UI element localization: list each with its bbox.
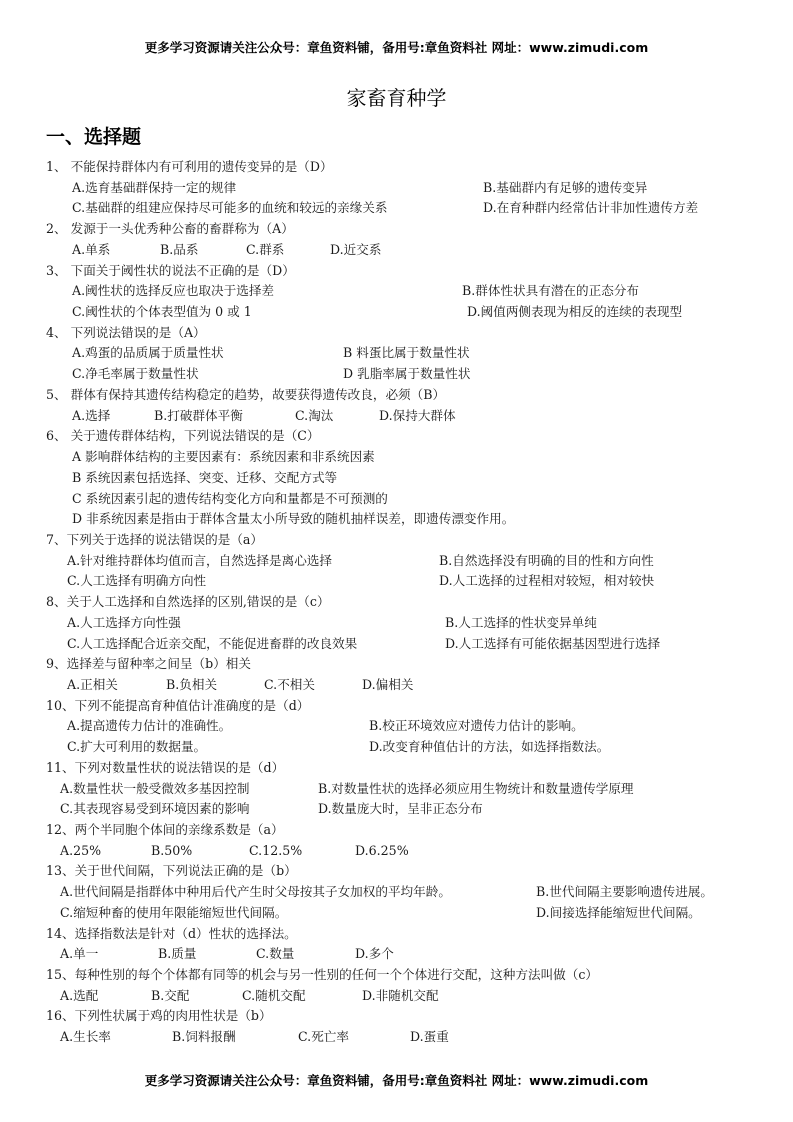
option-b: B.校正环境效应对遗传力估计的影响。 (369, 718, 584, 734)
question-stem: 3、 下面关于阈性状的说法不正确的是（D） (46, 262, 295, 278)
question-1 (0, 157, 793, 219)
option-c: C.淘汰 (295, 407, 334, 423)
option-a: A.单一 (60, 946, 99, 962)
question-10 (0, 696, 793, 758)
question-8 (0, 592, 793, 654)
question-stem: 4、 下列说法错误的是（A） (46, 324, 206, 340)
option-a: A.数量性状一般受微效多基因控制 (60, 780, 250, 796)
option-c: C.阈性状的个体表型值为 0 或 1 (72, 304, 252, 320)
option-d: D 非系统因素是指由于群体含量太小所导致的随机抽样误差，即遗传漂变作用。 (72, 511, 515, 527)
option-b: B 系统因素包括选择、突变、迁移、交配方式等 (72, 469, 338, 485)
option-c: C.基础群的组建应保持尽可能多的血统和较远的亲缘关系 (72, 200, 388, 216)
question-11 (0, 758, 793, 820)
option-a: A.针对维持群体均值而言，自然选择是离心选择 (67, 552, 332, 568)
option-a: A.人工选择方向性强 (67, 614, 181, 630)
question-9 (0, 654, 793, 695)
option-a: A.鸡蛋的品质属于质量性状 (72, 345, 224, 361)
question-stem: 13、关于世代间隔，下列说法正确的是（b） (46, 863, 297, 879)
option-b: B.交配 (151, 987, 190, 1003)
question-stem: 14、选择指数法是针对（d）性状的选择法。 (46, 925, 297, 941)
option-d: D.6.25% (355, 842, 409, 858)
option-b: B.质量 (158, 946, 197, 962)
document-title: 家畜育种学 (346, 86, 447, 110)
option-b: B.负相关 (166, 676, 218, 692)
option-b: B.打破群体平衡 (154, 407, 243, 423)
question-stem: 11、下列对数量性状的说法错误的是（d） (46, 759, 285, 775)
option-a: A.生长率 (60, 1029, 111, 1045)
question-7 (0, 530, 793, 592)
option-b: B.50% (151, 842, 193, 858)
question-list (0, 157, 793, 1048)
section-heading: 一、选择题 (46, 126, 142, 148)
question-12 (0, 820, 793, 861)
option-a: A.提高遗传力估计的准确性。 (67, 718, 232, 734)
option-c: C.人工选择配合近亲交配，不能促进畜群的改良效果 (67, 635, 358, 651)
question-3 (0, 261, 793, 323)
option-d: D.蛋重 (410, 1029, 449, 1045)
question-stem: 10、下列不能提高育种值估计准确度的是（d） (46, 697, 310, 713)
option-c: C.缩短种畜的使用年限能缩短世代间隔。 (60, 904, 288, 920)
question-4 (0, 323, 793, 385)
question-2 (0, 219, 793, 260)
option-a: A.选择 (72, 407, 111, 423)
option-d: D.间接选择能缩短世代间隔。 (536, 904, 701, 920)
option-a: A 影响群体结构的主要因素有：系统因素和非系统因素 (72, 449, 375, 465)
option-a: A.正相关 (67, 676, 118, 692)
option-a: A.25% (60, 842, 102, 858)
option-c: C.扩大可利用的数据量。 (67, 739, 207, 755)
question-6 (0, 426, 793, 530)
option-c: C.12.5% (249, 842, 303, 858)
option-d: D.阈值两侧表现为相反的连续的表现型 (467, 304, 683, 320)
option-b: B.人工选择的性状变异单纯 (445, 614, 597, 630)
question-16 (0, 1006, 793, 1047)
option-b: B.世代间隔主要影响遗传进展。 (536, 884, 713, 900)
option-c: C.群系 (246, 241, 285, 257)
option-a: A.阈性状的选择反应也取决于选择差 (72, 283, 275, 299)
option-d: D 乳脂率属于数量性状 (343, 366, 471, 382)
option-b: B.基础群内有足够的遗传变异 (483, 179, 648, 195)
option-c: C.数量 (256, 946, 295, 962)
option-b: B 料蛋比属于数量性状 (343, 345, 470, 361)
option-b: B.自然选择没有明确的目的性和方向性 (439, 552, 654, 568)
question-stem: 16、下列性状属于鸡的肉用性状是（b） (46, 1008, 272, 1024)
option-b: B.品系 (160, 241, 199, 257)
option-c: C.死亡率 (298, 1029, 349, 1045)
question-stem: 15、每种性别的每个个体都有同等的机会与另一性别的任何一个个体进行交配，这种方法叫做（c） (46, 967, 599, 983)
option-d: D.保持大群体 (379, 407, 456, 423)
option-d: D.偏相关 (362, 676, 414, 692)
question-stem: 7、下列关于选择的说法错误的是（a） (46, 531, 264, 547)
option-d: D.人工选择的过程相对较短，相对较快 (439, 573, 655, 589)
question-13 (0, 861, 793, 923)
option-d: D.多个 (355, 946, 394, 962)
option-b: B.饲料报酬 (172, 1029, 236, 1045)
option-d: D.人工选择有可能依据基因型进行选择 (445, 635, 661, 651)
option-c: C.人工选择有明确方向性 (67, 573, 207, 589)
question-stem: 8、关于人工选择和自然选择的区别,错误的是（c） (46, 594, 330, 610)
header-banner: 更多学习资源请关注公众号：章鱼资料铺，备用号:章鱼资料社 网址：www.zimudi.com (144, 40, 649, 55)
footer-banner: 更多学习资源请关注公众号：章鱼资料铺，备用号:章鱼资料社 网址：www.zimudi.com (144, 1073, 649, 1088)
option-a: A.选配 (60, 987, 99, 1003)
question-15 (0, 965, 793, 1006)
option-d: D.数量庞大时，呈非正态分布 (318, 801, 483, 817)
option-a: A.单系 (72, 241, 111, 257)
option-d: D.非随机交配 (362, 987, 439, 1003)
option-c: C.随机交配 (242, 987, 306, 1003)
option-b: B.对数量性状的选择必须应用生物统计和数量遗传学原理 (318, 780, 634, 796)
option-c: C.其表现容易受到环境因素的影响 (60, 801, 250, 817)
option-c: C.不相关 (264, 676, 315, 692)
question-stem: 12、两个半同胞个体间的亲缘系数是（a） (46, 822, 284, 837)
option-d: D.改变育种值估计的方法，如选择指数法。 (369, 739, 610, 755)
option-a: A.选育基础群保持一定的规律 (72, 179, 237, 195)
question-14 (0, 924, 793, 965)
question-stem: 6、 关于遗传群体结构，下列说法错误的是（C） (46, 428, 320, 444)
question-stem: 5、 群体有保持其遗传结构稳定的趋势，故要获得遗传改良，必须（B） (46, 386, 446, 402)
option-c: C 系统因素引起的遗传结构变化方向和量都是不可预测的 (72, 490, 388, 506)
question-5 (0, 385, 793, 426)
option-d: D.近交系 (330, 241, 382, 257)
question-stem: 9、选择差与留种率之间呈（b）相关 (46, 656, 251, 672)
option-c: C.净毛率属于数量性状 (72, 366, 199, 382)
question-stem: 2、 发源于一头优秀种公畜的畜群称为（A） (46, 221, 294, 237)
question-stem: 1、 不能保持群体内有可利用的遗传变异的是（D） (46, 159, 333, 174)
option-d: D.在育种群内经常估计非加性遗传方差 (483, 200, 699, 216)
option-b: B.群体性状具有潜在的正态分布 (462, 283, 639, 299)
option-a: A.世代间隔是指群体中种用后代产生时父母按其子女加权的平均年龄。 (60, 884, 451, 900)
